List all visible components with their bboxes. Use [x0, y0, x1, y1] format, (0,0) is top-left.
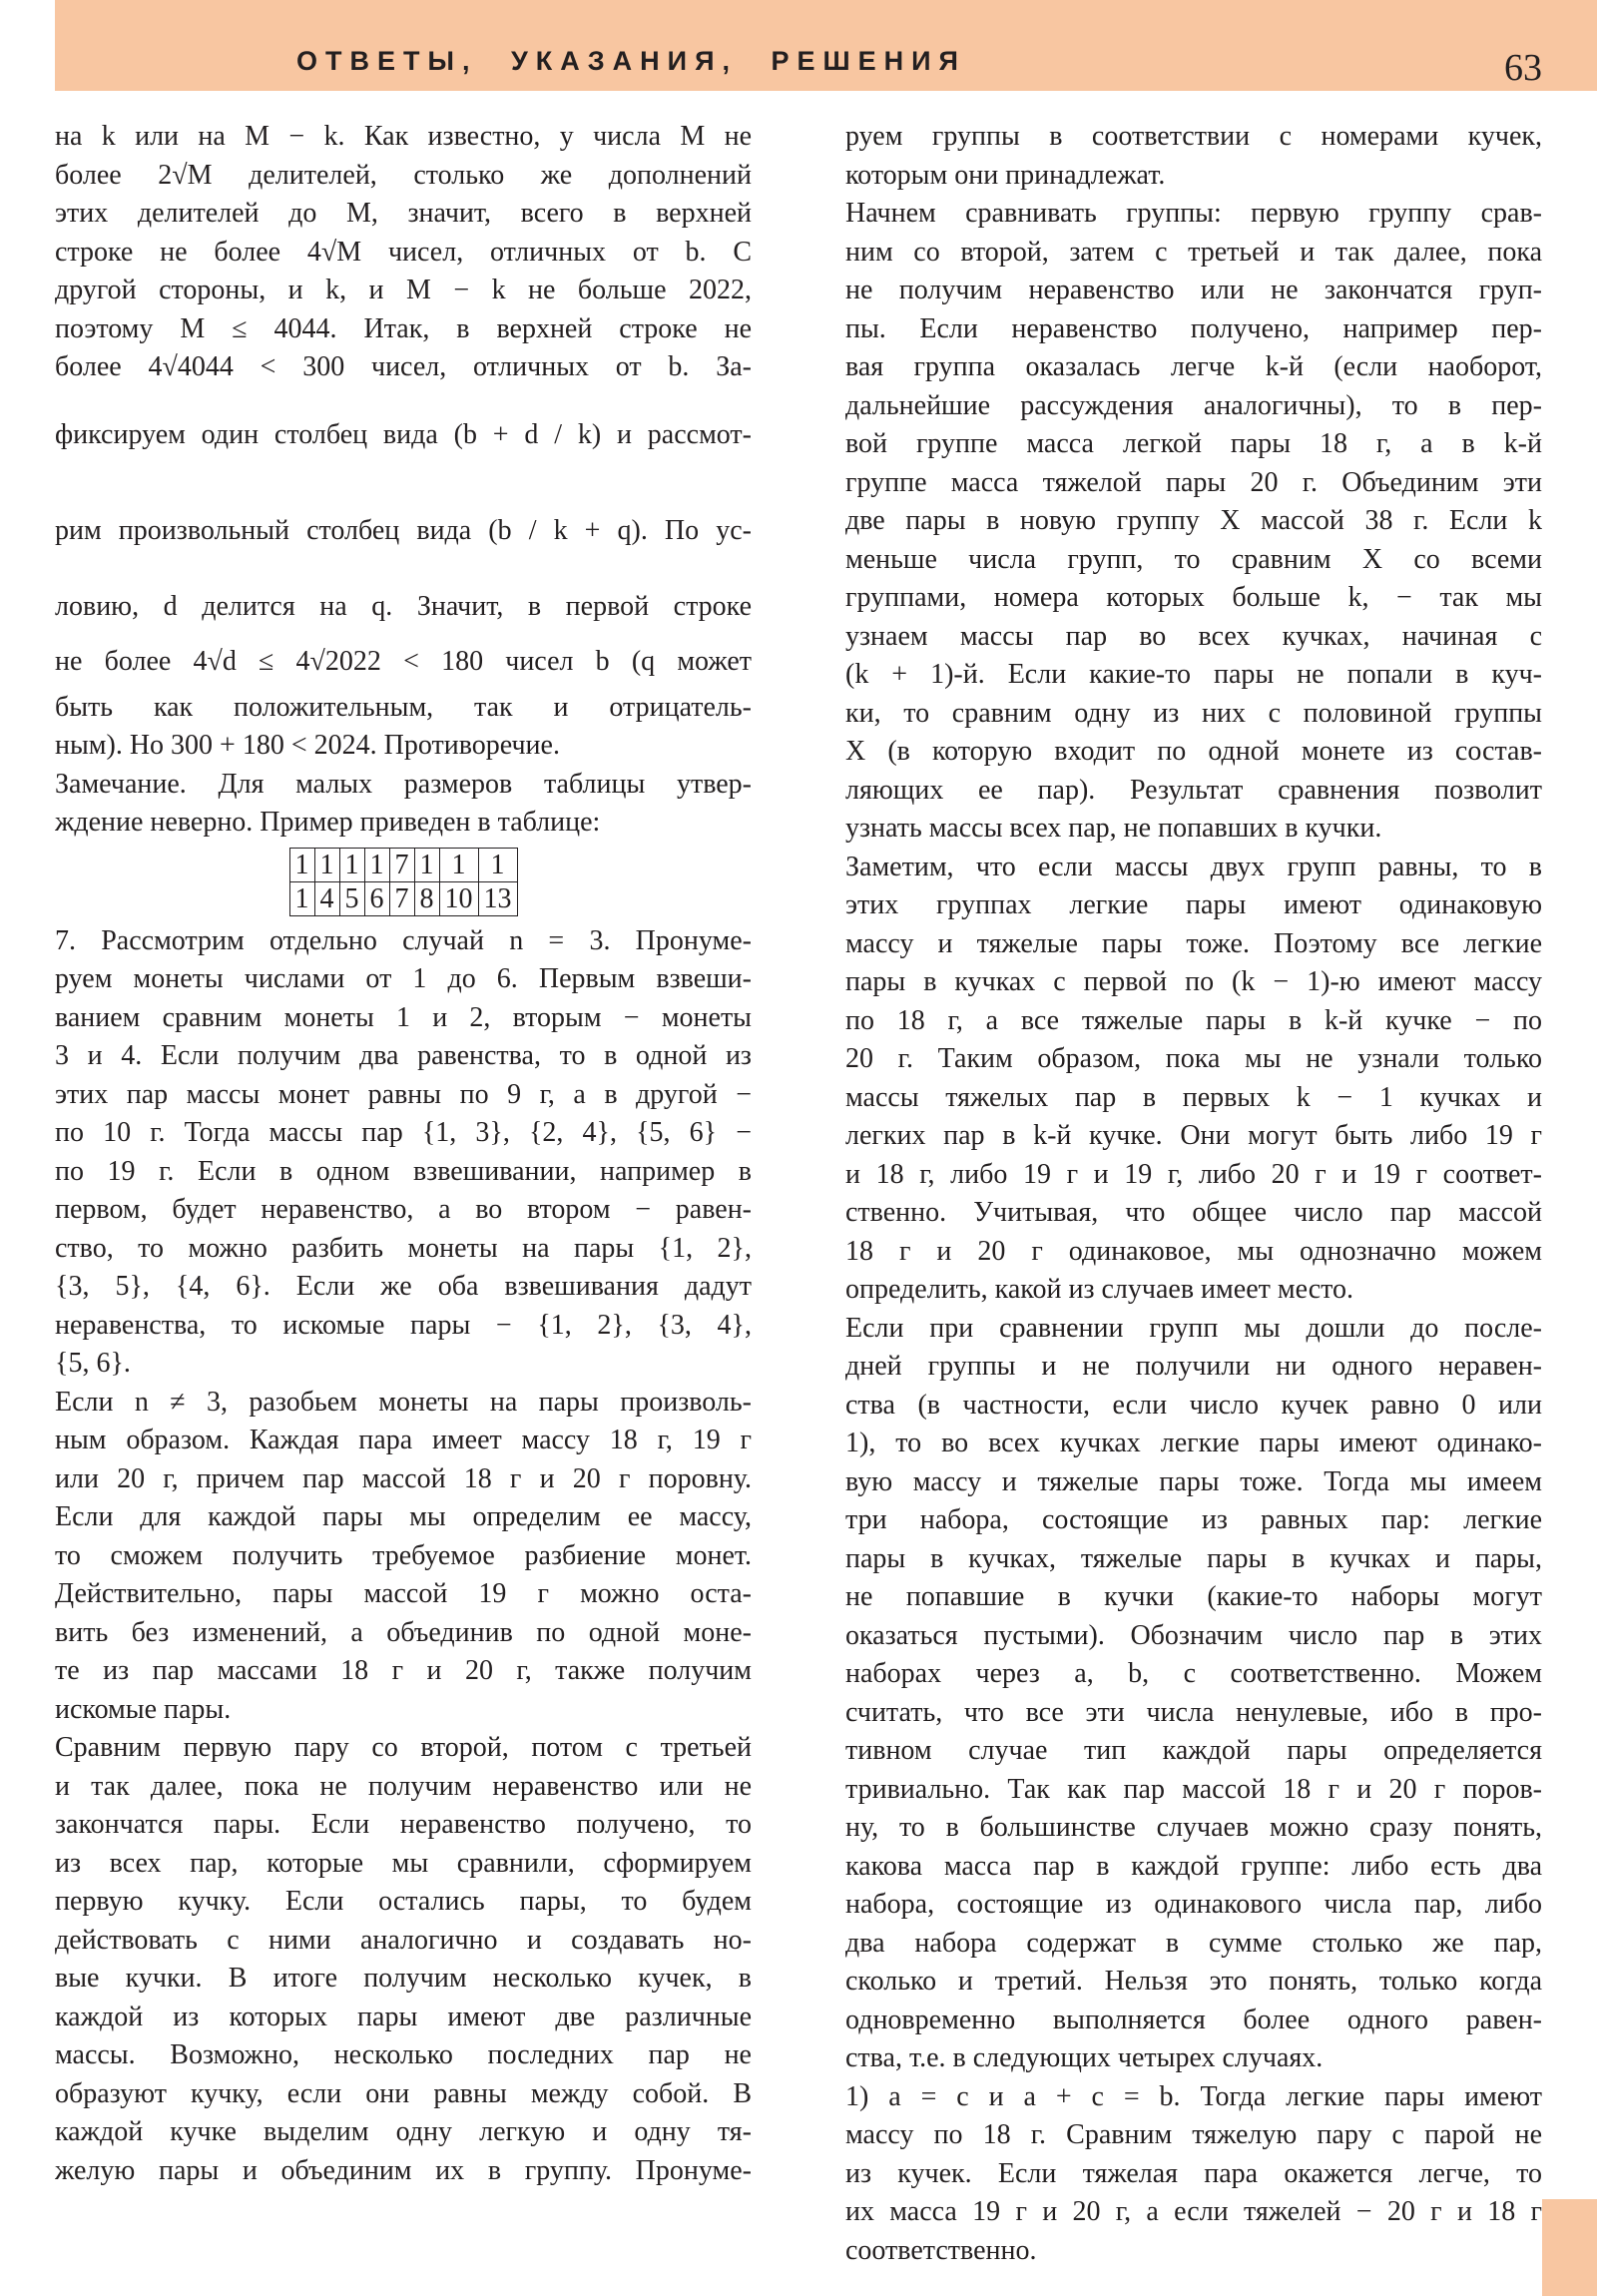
text-line: желую пары и объединим их в группу. Пронуме- — [55, 2154, 752, 2186]
text-line: ственно. Учитывая, что общее число пар массой — [845, 1197, 1542, 1228]
text-line: Если для каждой пары мы определим ее массу, — [55, 1501, 752, 1532]
text-line: Действительно, пары массой 19 г можно оста- — [55, 1578, 752, 1609]
table-cell: 8 — [414, 882, 439, 916]
table-cell: 6 — [364, 882, 389, 916]
text-line: то сможем получить требуемое разбиение монет. — [55, 1539, 752, 1571]
text-line: ства (в частности, если число кучек равно 0 или — [845, 1389, 1542, 1421]
table-cell: 4 — [314, 882, 339, 916]
text-line: строке не более 4√M чисел, отличных от b. С — [55, 236, 752, 268]
table-cell: 7 — [389, 849, 414, 882]
text-line: этих пар массы монет равны по 9 г, а в другой − — [55, 1078, 752, 1110]
table-cell: 1 — [478, 849, 517, 882]
text-line: вые кучки. В итоге получим несколько кучек, в — [55, 1963, 752, 1994]
text-line: ляющих ее пар). Результат сравнения позволит — [845, 774, 1542, 806]
text-line: Если n ≠ 3, разобьем монеты на пары произволь- — [55, 1386, 752, 1418]
text-line: первую кучку. Если остались пары, то будем — [55, 1886, 752, 1917]
text-line: по 19 г. Если в одном взвешивании, например в — [55, 1155, 752, 1187]
text-line: Сравним первую пару со второй, потом с третьей — [55, 1732, 752, 1763]
text-line: неравенства, то искомые пары − {1, 2}, {3, 4}, — [55, 1309, 752, 1341]
table-row — [289, 882, 517, 916]
text-line-matrix: рим произвольный столбец вида (b / k + q). По ус- — [55, 514, 752, 546]
text-line: два набора содержат в сумме столько же пар, — [845, 1927, 1542, 1959]
text-line: руем монеты числами от 1 до 6. Первым взвеши- — [55, 963, 752, 994]
text-line: этих делителей до M, значит, всего в верхней — [55, 198, 752, 229]
text-line: тивном случае тип каждой пары определяется — [845, 1735, 1542, 1766]
text-line: ство, то можно разбить монеты на пары {1, 2}, — [55, 1232, 752, 1264]
text-line: каждой кучке выделим одну легкую и одну тя- — [55, 2116, 752, 2147]
problem-7-start: 7. Рассмотрим отдельно случай n = 3. Пронуме- — [55, 924, 752, 956]
text-line: которым они принадлежат. — [845, 159, 1166, 191]
text-line: {3, 5}, {4, 6}. Если же оба взвешивания дадут — [55, 1271, 752, 1302]
text-line: ки, то сравним одну из них с половиной группы — [845, 697, 1542, 729]
text-line: по 10 г. Тогда массы пар {1, 3}, {2, 4}, {5, 6} − — [55, 1117, 752, 1148]
remark-line: Замечание. Для малых размеров таблицы утвер- — [55, 768, 752, 800]
text-line: на k или на M − k. Как известно, у числа M не — [55, 121, 752, 152]
text-line: каждой из которых пары имеют две различные — [55, 2001, 752, 2032]
table-cell: 1 — [339, 849, 364, 882]
text-line: и 18 г, либо 19 г и 19 г, либо 20 г и 19 г соответ- — [845, 1158, 1542, 1190]
text-line: массы. Возможно, несколько последних пар не — [55, 2039, 752, 2070]
text-line: этих группах легкие пары имеют одинаковую — [845, 889, 1542, 920]
text-line: вой группе масса легкой пары 18 г, а в k-й — [845, 428, 1542, 459]
text-line: наборах через a, b, c соответственно. Можем — [845, 1658, 1542, 1689]
text-line: считать, что все эти числа ненулевые, ибо в про- — [845, 1696, 1542, 1728]
text-line: Если при сравнении групп мы дошли до после- — [845, 1312, 1542, 1344]
text-line: ванием сравним монеты 1 и 2, вторым − монеты — [55, 1001, 752, 1033]
text-line: ждение неверно. Пример приведен в таблице: — [55, 807, 601, 838]
left-column — [55, 118, 752, 2190]
text-line: быть как положительным, так и отрицатель- — [55, 691, 752, 723]
text-line: группами, номера которых больше k, − так мы — [845, 582, 1542, 613]
text-line: 1) a = c и a + c = b. Тогда легкие пары имеют — [845, 2080, 1542, 2112]
text-line: (k + 1)-й. Если какие-то пары не попали в куч- — [845, 659, 1542, 690]
example-table — [289, 848, 518, 916]
table-cell: 1 — [289, 849, 314, 882]
text-line: три набора, состоящие из равных пар: легкие — [845, 1504, 1542, 1535]
text-line: пары в кучках с первой по (k − 1)-ю имеют массу — [845, 966, 1542, 997]
text-line: массы тяжелых пар в первых k − 1 кучках и — [845, 1081, 1542, 1113]
text-line: действовать с ними аналогично и создавать но- — [55, 1924, 752, 1956]
header-band — [55, 0, 1597, 91]
text-line: их масса 19 г и 20 г, а если тяжелей − 20 г и 18 г — [845, 2196, 1542, 2227]
text-line-matrix: фиксируем один столбец вида (b + d / k) и рассмот- — [55, 418, 752, 450]
text-line: или 20 г, причем пар массой 18 г и 20 г поровну. — [55, 1462, 752, 1494]
text-line: не более 4√d ≤ 4√2022 < 180 чисел b (q может — [55, 645, 752, 677]
text-line: группе масса тяжелой пары 20 г. Объединим эти — [845, 466, 1542, 498]
text-line: пары в кучках, тяжелые пары в кучках и пары, — [845, 1542, 1542, 1574]
right-column — [845, 118, 1542, 2270]
text-line: из всех пар, которые мы сравнили, сформируем — [55, 1847, 752, 1879]
table-cell: 1 — [364, 849, 389, 882]
text-line: вую массу и тяжелые пары тоже. Тогда мы имеем — [845, 1465, 1542, 1497]
text-line: сколько и третий. Нельзя это понять, только когда — [845, 1966, 1542, 1997]
text-line: поэтому M ≤ 4044. Итак, в верхней строке не — [55, 312, 752, 344]
text-line: 3 и 4. Если получим два равенства, то в одной из — [55, 1040, 752, 1071]
text-line: другой стороны, и k, и M − k не больше 2022, — [55, 275, 752, 305]
text-line: вить без изменений, а объединив по одной моне- — [55, 1616, 752, 1648]
text-line: Заметим, что если массы двух групп равны, то в — [845, 851, 1542, 882]
example-table-wrap — [55, 843, 752, 922]
table-cell: 1 — [414, 849, 439, 882]
text-line: массу и тяжелые пары тоже. Поэтому все легкие — [845, 927, 1542, 959]
text-line: дальнейшие рассуждения аналогичны), то в пер- — [845, 389, 1542, 421]
text-line: меньше числа групп, то сравним X со всеми — [845, 543, 1542, 575]
text-line: {5, 6}. — [55, 1348, 131, 1379]
text-line: легких пар в k-й кучке. Они могут быть либо 19 г — [845, 1120, 1542, 1151]
table-cell: 1 — [439, 849, 478, 882]
text-line: ну, то в большинстве случаев можно сразу понять, — [845, 1812, 1542, 1843]
text-line: более 2√M делителей, столько же дополнений — [55, 159, 752, 191]
text-line: первом, будет неравенство, а во втором − равен- — [55, 1194, 752, 1225]
text-line: оказаться пустыми). Обозначим число пар в этих — [845, 1619, 1542, 1651]
text-line: более 4√4044 < 300 чисел, отличных от b. За- — [55, 351, 752, 382]
text-line: ловию, d делится на q. Значит, в первой строке — [55, 590, 752, 622]
text-line: набора, состоящие из одинакового числа пар, либо — [845, 1889, 1542, 1920]
text-line: руем группы в соответствии с номерами кучек, — [845, 121, 1542, 152]
text-line: 18 г и 20 г одинаковое, мы однозначно можем — [845, 1235, 1542, 1267]
text-line: определить, какой из случаев имеет место. — [845, 1274, 1353, 1305]
page-number: 63 — [1504, 47, 1542, 89]
page-corner-tab — [1542, 2199, 1597, 2296]
text-line: ным). Но 300 + 180 < 2024. Противоречие. — [55, 730, 560, 761]
table-cell: 1 — [314, 849, 339, 882]
text-line: пы. Если неравенство получено, например пер- — [845, 312, 1542, 344]
text-line: ства, т.е. в следующих четырех случаях. — [845, 2042, 1324, 2073]
text-line: массу по 18 г. Сравним тяжелую пару с парой не — [845, 2119, 1542, 2150]
text-line: две пары в новую группу X массой 38 г. Если k — [845, 505, 1542, 536]
text-line: закончатся пары. Если неравенство получено, то — [55, 1809, 752, 1840]
text-line: те из пар массами 18 г и 20 г, также получим — [55, 1655, 752, 1686]
text-line: соответственно. — [845, 2234, 1037, 2266]
text-line: и так далее, пока не получим неравенство или не — [55, 1770, 752, 1802]
text-line: дней группы и не получили ни одного неравен- — [845, 1351, 1542, 1382]
text-line: 20 г. Таким образом, пока мы не узнали только — [845, 1043, 1542, 1074]
text-line: образуют кучку, если они равны между собой. В — [55, 2077, 752, 2109]
text-line: 1), то во всех кучках легкие пары имеют одинако- — [845, 1428, 1542, 1458]
table-row — [289, 849, 517, 882]
table-cell: 5 — [339, 882, 364, 916]
text-line: тривиально. Так как пар массой 18 г и 20 г поров- — [845, 1773, 1542, 1805]
text-line: не попавшие в кучки (какие-то наборы могут — [845, 1581, 1542, 1612]
text-line: какова масса пар в каждой группе: либо есть два — [845, 1850, 1542, 1882]
text-line: X (в которую входит по одной монете из состав- — [845, 736, 1542, 767]
text-line: узнаем массы пар во всех кучках, начиная с — [845, 620, 1542, 652]
text-line: по 18 г, а все тяжелые пары в k-й кучке − по — [845, 1004, 1542, 1036]
table-cell: 1 — [289, 882, 314, 916]
table-cell: 7 — [389, 882, 414, 916]
text-line: одновременно выполняется более одного равен- — [845, 2004, 1542, 2035]
running-title: ОТВЕТЫ, УКАЗАНИЯ, РЕШЕНИЯ — [296, 46, 966, 76]
text-line: ним со второй, затем с третьей и так далее, пока — [845, 236, 1542, 268]
table-cell: 13 — [478, 882, 517, 916]
table-cell: 10 — [439, 882, 478, 916]
text-line: узнать массы всех пар, не попавших в кучки. — [845, 813, 1382, 844]
text-line: из кучек. Если тяжелая пара окажется легче, то — [845, 2157, 1542, 2189]
text-line: ным образом. Каждая пара имеет массу 18 г, 19 г — [55, 1425, 752, 1455]
text-line: искомые пары. — [55, 1693, 232, 1725]
text-line: вая группа оказалась легче k-й (если наоборот, — [845, 351, 1542, 382]
text-line: Начнем сравнивать группы: первую группу срав- — [845, 198, 1542, 229]
text-line: не получим неравенство или не закончатся груп- — [845, 275, 1542, 305]
